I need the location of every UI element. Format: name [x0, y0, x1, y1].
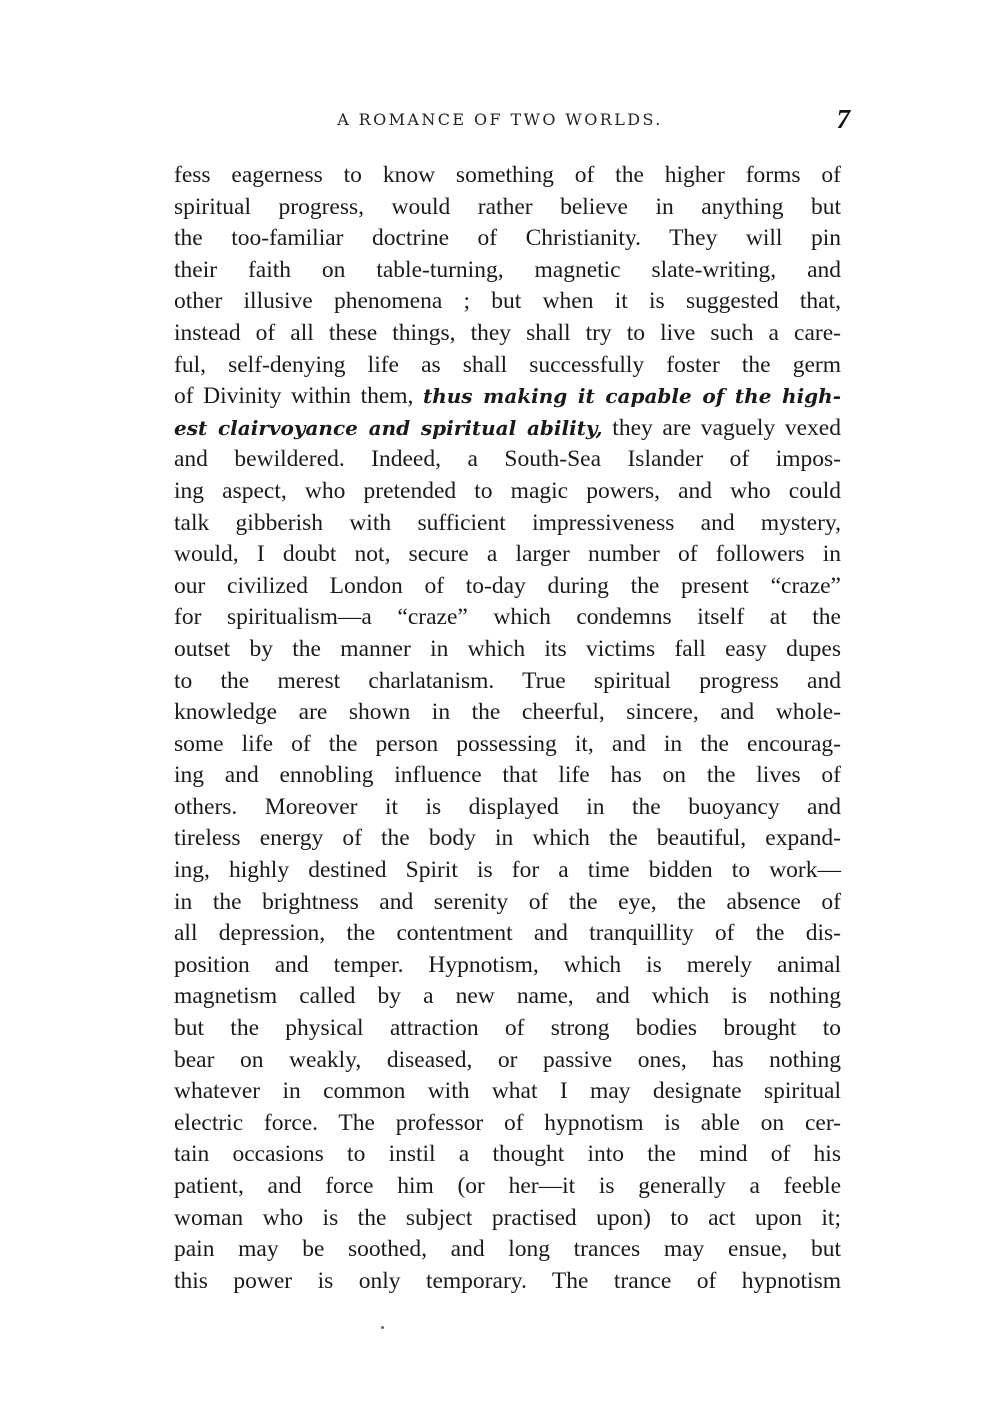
text-line: spiritual progress, would rather believe in anything but	[174, 193, 841, 220]
text-line-roman: they are vaguely vexed	[602, 414, 841, 441]
text-line: other illusive phenomena ; but when it is suggested that,	[174, 288, 841, 315]
text-line: for spiritualism—a “craze” which condemns itself at the	[174, 604, 841, 631]
text-line: whatever in common with what I may designate spiritual	[174, 1078, 841, 1105]
text-line: knowledge are shown in the cheerful, sincere, and whole-	[174, 699, 841, 726]
text-line: ing and ennobling influence that life has on the lives of	[174, 762, 841, 789]
text-line: ing aspect, who pretended to magic powers, and who could	[174, 477, 841, 504]
body-text	[174, 160, 841, 1297]
text-line: their faith on table-turning, magnetic slate-writing, and	[174, 256, 841, 283]
text-line-italic: thus making it capable of the high-	[422, 384, 841, 409]
text-line: some life of the person possessing it, and in the encourag-	[174, 730, 841, 757]
text-line: the too-familiar doctrine of Christianity. They will pin	[174, 225, 841, 252]
text-line: tain occasions to instil a thought into the mind of his	[174, 1141, 841, 1168]
text-line: instead of all these things, they shall try to live such a care-	[174, 319, 841, 346]
text-line: others. Moreover it is displayed in the buoyancy and	[174, 793, 841, 820]
text-line: fess eagerness to know something of the higher forms of	[174, 162, 841, 188]
text-line: outset by the manner in which its victims fall easy dupes	[174, 635, 841, 662]
text-line: talk gibberish with sufficient impressiveness and mystery,	[174, 509, 841, 536]
text-line: bear on weakly, diseased, or passive ones, has nothing	[174, 1046, 841, 1073]
text-line: would, I doubt not, secure a larger number of followers in	[174, 541, 841, 568]
print-speck	[381, 1326, 384, 1329]
text-line	[174, 413, 841, 445]
text-line: woman who is the subject practised upon) to act upon it;	[174, 1204, 841, 1231]
text-line: ful, self-denying life as shall successfully foster the germ	[174, 351, 841, 378]
text-line: but the physical attraction of strong bodies brought to	[174, 1015, 841, 1042]
text-line: this power is only temporary. The trance of hypnotism	[174, 1267, 841, 1294]
text-line: all depression, the contentment and tranquillity of the dis-	[174, 920, 841, 947]
text-line: position and temper. Hypnotism, which is merely animal	[174, 951, 841, 978]
text-line: to the merest charlatanism. True spiritual progress and	[174, 667, 841, 694]
text-line-roman: of Divinity within them,	[174, 383, 423, 410]
running-title: A ROMANCE OF TWO WORLDS.	[337, 110, 663, 129]
text-line: our civilized London of to-day during the present “craze”	[174, 572, 841, 599]
text-line-italic: est clairvoyance and spiritual ability,	[174, 415, 603, 440]
text-line: patient, and force him (or her—it is generally a feeble	[174, 1173, 841, 1199]
text-line: magnetism called by a new name, and which is nothing	[174, 983, 841, 1010]
text-line: ing, highly destined Spirit is for a time bidden to work—	[174, 857, 841, 884]
running-head	[0, 104, 1000, 138]
text-line	[174, 381, 841, 413]
text-line: and bewildered. Indeed, a South-Sea Islander of impos-	[174, 446, 841, 473]
text-line: tireless energy of the body in which the beautiful, expand-	[174, 825, 841, 852]
page-number: 7	[836, 104, 850, 134]
text-line: electric force. The professor of hypnotism is able on cer-	[174, 1109, 841, 1136]
text-line: pain may be soothed, and long trances may ensue, but	[174, 1236, 841, 1263]
text-line: in the brightness and serenity of the eye, the absence of	[174, 888, 841, 915]
